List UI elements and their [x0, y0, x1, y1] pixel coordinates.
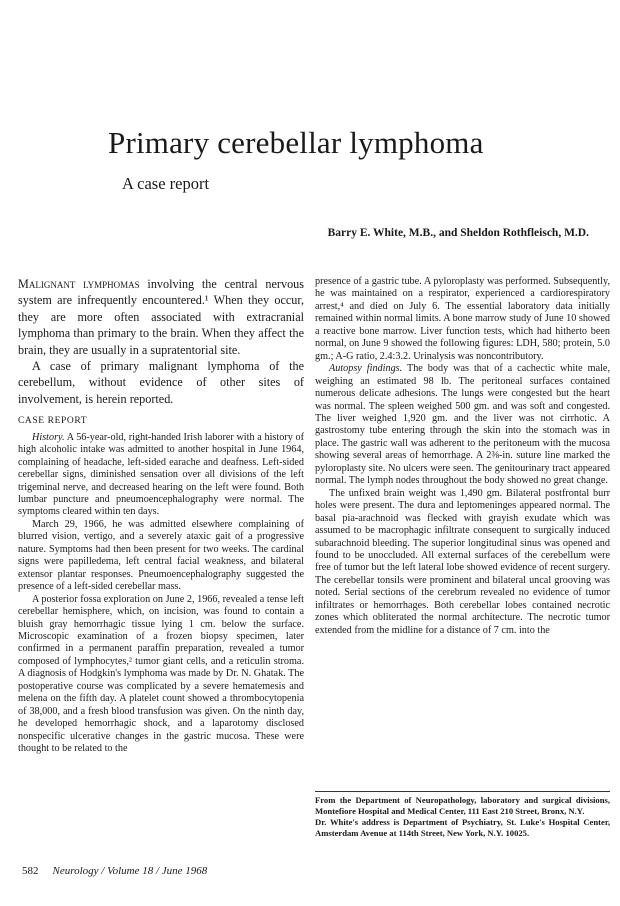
intro-p1-text: involving the central nervous system are infrequently encountered.¹ When they occur, they are more often associated with extracranial lymphoma than primary to the brain. When they affect the brain, they are usually in a supratentorial site. — [18, 277, 304, 357]
footnote-divider — [315, 791, 610, 792]
article-subtitle: A case report — [122, 174, 210, 193]
section-heading-case-report: CASE REPORT — [18, 416, 88, 427]
history-text: A 56-year-old, right-handed Irish laborer with a history of high alcoholic intake was admitted to another hospital in June 1964, complaining of headache, left-sided earache and deafness. Left-sided cerebellar signs, diminished sensation over all divisions of the left trigeminal nerve, and decreased hearing on the left were found. Both lumbar puncture and pneumoencephalography were normal. The symptoms cleared within ten days. — [18, 431, 304, 518]
autopsy-label: Autopsy findings. — [329, 363, 403, 375]
autopsy-text: The body was that of a cachectic white male, weighing an estimated 98 lb. The peritoneal surfaces contained numerous delicate adhesions. The lungs were congested but the heart was normal. The spleen weighed 500 gm. and was soft and congested. The liver weighed 1,920 gm. and the liver was not cirrhotic. A gastrostomy tube entering through the skin into the stomach was in place. The gastric wall was adherent to the peritoneum with the mucosa showing several areas of hemorrhage. A 2⅜-in. suture line marked the pyloroplasty site. No ulcers were seen. The genitourinary tract appeared normal. The lymph nodes throughout the body showed no great change. — [315, 363, 610, 487]
intro-lead: Malignant lymphomas — [18, 277, 140, 291]
march-paragraph: March 29, 1966, he was admitted elsewhere complaining of blurred vision, vertigo, and a severely ataxic gait of a progressive nature. Symptoms had then been present for two weeks. The cardinal signs were papilledema, left central facial weakness, and bilateral extensor plantar responses. Pneumoencephalography suggested the presence of a left-sided cerebellar mass. — [18, 518, 304, 593]
left-column — [18, 276, 304, 755]
autopsy-paragraph — [315, 363, 610, 488]
june-paragraph: A posterior fossa exploration on June 2, 1966, revealed a tense left cerebellar hemisphere, which, on incision, was found to contain a bluish gray hemorrhagic tissue lying 1 cm. below the surface. Microscopic examination of a frozen biopsy specimen, later confirmed in a permanent paraffin preparation, revealed a tumor composed of lymphocytes,² tumor giant cells, and a reticulin stroma. A diagnosis of Hodgkin's lymphoma was made by Dr. N. Ghatak. The postoperative course was complicated by a severe hematemesis and melena on the fifth day. A platelet count showed a thrombocytopenia of 38,000, and a fresh blood transfusion was given. On the ninth day, he developed hemorrhagic shock, and a laparotomy disclosed nonspecific ulcerative changes in the gastric mucosa. These were thought to be related to the — [18, 593, 304, 755]
intro-section — [18, 276, 304, 407]
page-number: 582 — [22, 865, 39, 877]
intro-paragraph-1 — [18, 276, 304, 358]
footnote-affiliation: From the Department of Neuropathology, laboratory and surgical divisions, Montefiore Hospital and Medical Center, 111 East 210 Street, Bronx, N.Y. — [315, 795, 610, 816]
right-column — [315, 276, 610, 637]
author-line: Barry E. White, M.B., and Sheldon Rothfleisch, M.D. — [327, 227, 589, 239]
article-title: Primary cerebellar lymphoma — [108, 125, 484, 160]
brain-paragraph: The unfixed brain weight was 1,490 gm. Bilateral postfrontal burr holes were present. The dura and leptomeninges appeared normal. The basal pia-arachnoid was flecked with grayish exudate which was assumed to be macrophagic infiltrate consequent to surgically induced subarachnoid bleeding. The superior longitudinal sinus was opened and found to be unoccluded. All external surfaces of the cerebellum were free of tumor but the left lateral lobe showed evidence of recent surgery. The cerebellar tonsils were prominent and bilateral uncal grooving was noted. Serial sections of the cerebrum revealed no evidence of tumor infiltrates or hemorrhages. Both cerebellar lobes contained necrotic zones which obliterated the normal architecture. The necrotic tumor extended from the midline for a distance of 7 cm. into the — [315, 487, 610, 636]
intro-paragraph-2: A case of primary malignant lymphoma of the cerebellum, without evidence of other sites of involvement, is herein reported. — [18, 359, 304, 406]
history-label: History. — [32, 431, 65, 443]
footnotes — [315, 795, 610, 839]
page-footer — [22, 865, 207, 877]
journal-citation: Neurology / Volume 18 / June 1968 — [52, 865, 208, 877]
footnote-address: Dr. White's address is Department of Psychiatry, St. Luke's Hospital Center, Amsterdam Avenue at 114th Street, New York, N.Y. 10025. — [315, 817, 610, 838]
history-paragraph — [18, 432, 304, 519]
continuation-paragraph: presence of a gastric tube. A pyloroplasty was performed. Subsequently, he was maintained on a respirator, experienced a cardiorespiratory arrest,⁴ and died on July 6. The essential laboratory data initially remained within normal limits. A bone marrow study of June 10 showed a reactive bone marrow. Liver function tests, which had hitherto been normal, on June 9 showed the following figures: LDH, 580; protein, 5.0 gm.; A-G ratio, 2.4:3.2. Urinalysis was noncontributory. — [315, 276, 610, 362]
